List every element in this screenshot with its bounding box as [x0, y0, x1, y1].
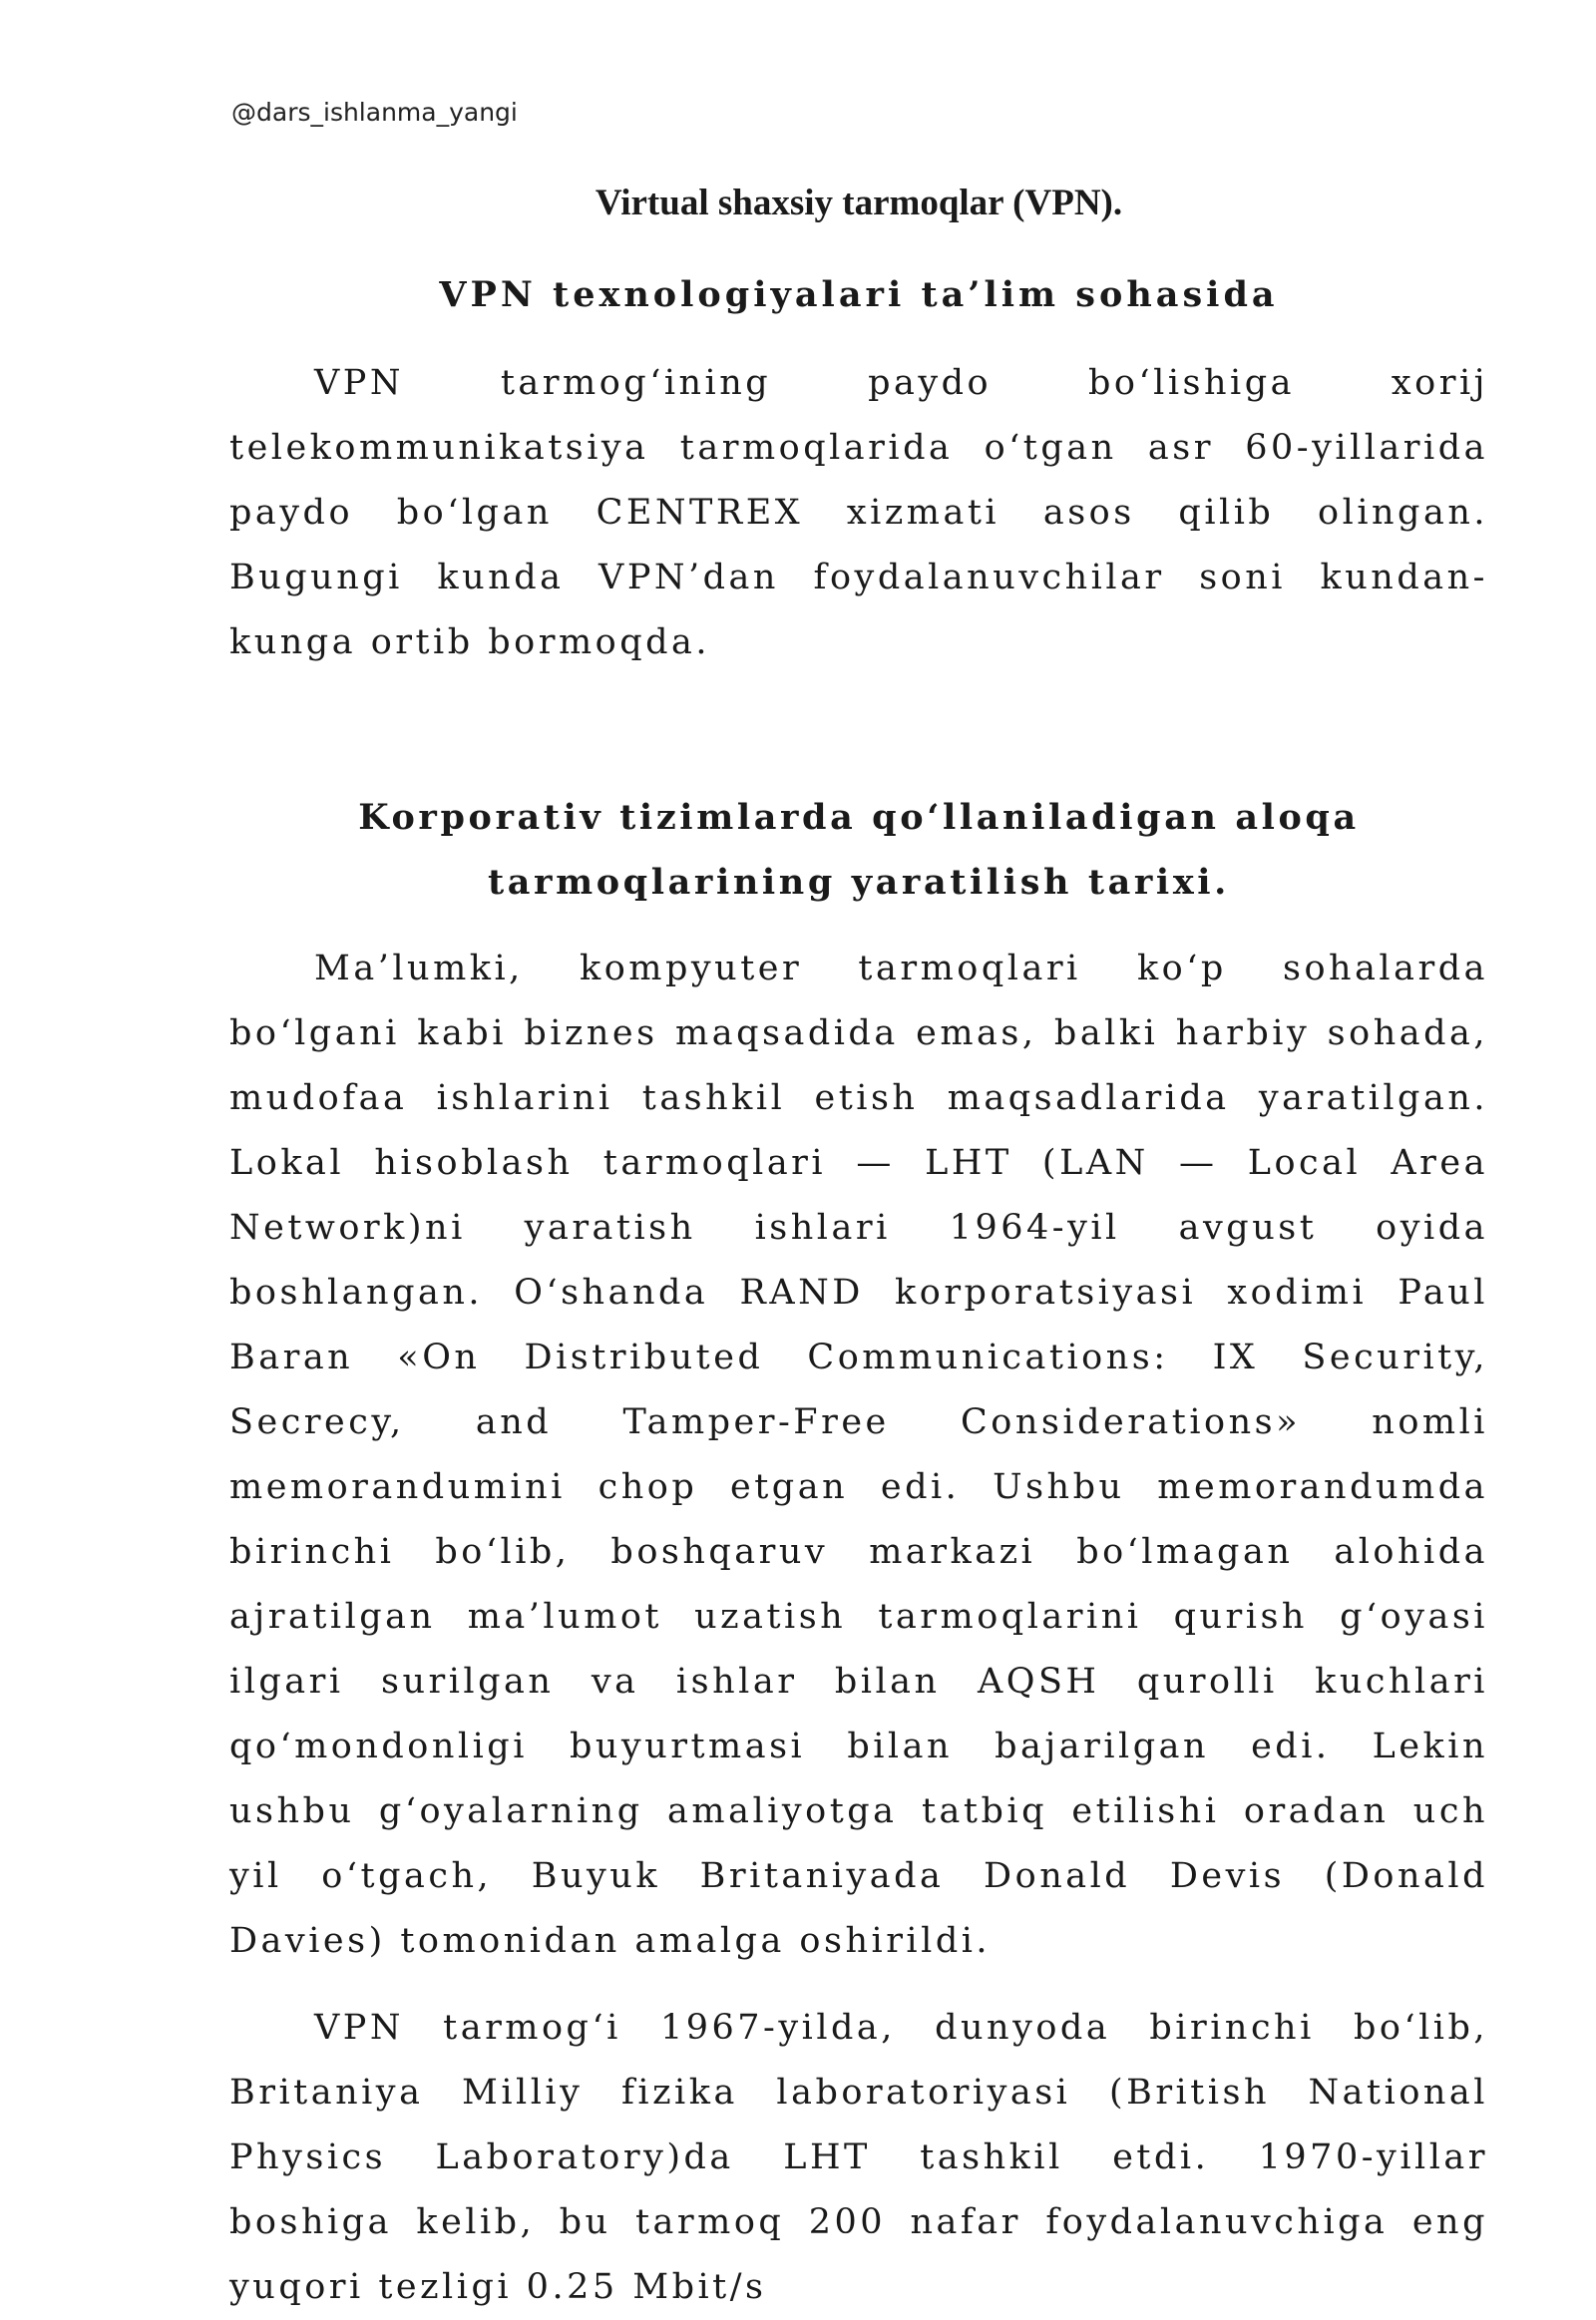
watermark-text: @dars_ishlanma_yangi	[231, 98, 518, 127]
spacer	[229, 675, 1488, 785]
section-heading: Korporativ tizimlarda qo‘llaniladigan aloqa tarmoqlarining yaratilish tarixi.	[358, 797, 1360, 903]
document-subtitle: VPN texnologiyalari ta’lim sohasida	[439, 274, 1279, 315]
intro-paragraph: VPN tarmog‘ining paydo bo‘lishiga xorij telekommunikatsiya tarmoqlarida o‘tgan asr 60-yillarida paydo bo‘lgan CENTREX xizmati asos qilib olingan. Bugungi kunda VPN’dan foydalanuvchilar soni kundan-kunga ortib bormoqda.	[229, 363, 1488, 662]
document-title: Virtual shaxsiy tarmoqlar (VPN).	[595, 183, 1123, 223]
section-paragraph-2: VPN tarmog‘i 1967-yilda, dunyoda birinchi bo‘lib, Britaniya Milliy fizika laboratoriyasi (British National Physics Laboratory)da LHT tashkil etdi. 1970-yillar boshiga kelib, bu tarmoq 200 nafar foydalanuvchiga eng yuqori tezligi 0.25 Mbit/s	[229, 2008, 1488, 2307]
section-paragraph-1: Ma’lumki, kompyuter tarmoqlari ko‘p sohalarda bo‘lgani kabi biznes maqsadida emas, balki harbiy sohada, mudofaa ishlarini tashkil etish maqsadlarida yaratilgan. Lokal hisoblash tarmoqlari — LHT (LAN — Local Area Network)ni yaratish ishlari 1964-yil avgust oyida boshlangan. O‘shanda RAND korporatsiyasi xodimi Paul Baran «On Distributed Communications: IX Security, Secrecy, and Tamper-Free Considerations» nomli memorandumini chop etgan edi. Ushbu memorandumda birinchi bo‘lib, boshqaruv markazi bo‘lmagan alohida ajratilgan ma’lumot uzatish tarmoqlarini qurish g‘oyasi ilgari surilgan va ishlar bilan AQSH qurolli kuchlari qo‘mondonligi buyurtmasi bilan bajarilgan edi. Lekin ushbu g‘oyalarning amaliyotga tatbiq etilishi oradan uch yil o‘tgach, Buyuk Britaniyada Donald Devis (Donald Davies) tomonidan amalga oshirildi.	[229, 949, 1488, 1961]
document-body	[229, 176, 1488, 2320]
